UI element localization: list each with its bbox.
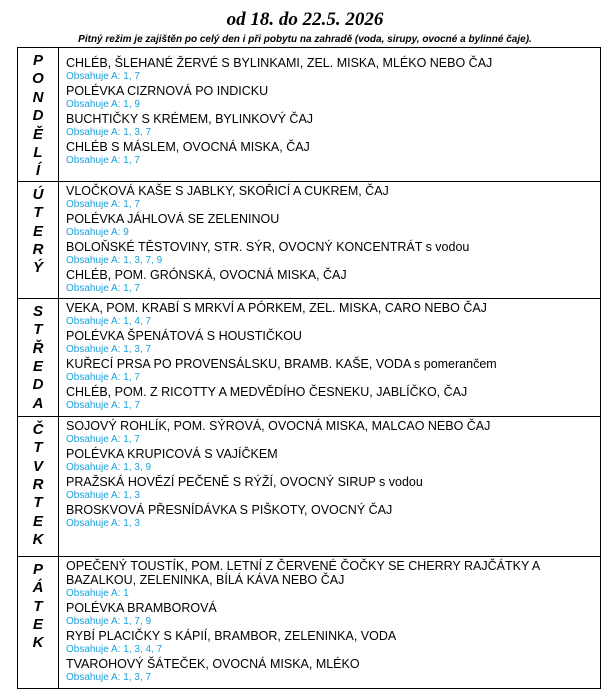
day-name-cell	[18, 298, 59, 416]
allergens-text: Obsahuje A: 1, 7	[66, 282, 140, 294]
meal-name: CHLÉB, ŠLEHANÉ ŽERVÉ S BYLINKAMI, ZEL. MISKA, MLÉKO NEBO ČAJ	[66, 56, 493, 70]
day-letter: R	[32, 241, 44, 259]
meal-item	[66, 559, 600, 601]
day-letter: V	[32, 457, 43, 475]
day-letter: T	[33, 494, 43, 512]
day-letter: A	[32, 394, 44, 412]
day-letter: P	[32, 560, 43, 578]
meal-item	[66, 212, 600, 240]
meal-name: POLÉVKA KRUPICOVÁ S VAJÍČKEM	[66, 446, 278, 461]
day-row	[18, 298, 601, 416]
day-row	[18, 556, 601, 688]
menu-title: od 18. do 22.5. 2026	[226, 9, 384, 30]
day-name-cell	[18, 48, 59, 182]
meal-name: BROSKVOVÁ PŘESNÍDÁVKA S PIŠKOTY, OVOCNÝ ČAJ	[66, 502, 393, 517]
allergens-text: Obsahuje A: 1, 3, 7	[66, 127, 152, 138]
allergens-text: Obsahuje A: 1, 7	[66, 371, 140, 383]
day-name-cell	[18, 556, 59, 688]
meal-name: OPEČENÝ TOUSTÍK, POM. LETNÍ Z ČERVENÉ ČOČKY SE CHERRY RAJČÁTKY A BAZALKOU, ZELENINKA, BÍLÁ KÁVA NEBO ČAJ	[66, 558, 540, 587]
day-letter: Á	[32, 579, 44, 597]
day-letter: S	[32, 302, 43, 320]
meals-cell	[59, 181, 601, 298]
day-letter: E	[32, 512, 43, 530]
meal-item	[66, 629, 600, 657]
meal-item	[66, 240, 600, 268]
day-letter: P	[32, 52, 43, 69]
meal-item	[66, 447, 600, 475]
day-letter: E	[32, 222, 43, 240]
meal-item	[66, 601, 600, 629]
meal-name: VEKA, POM. KRABÍ S MRKVÍ A PÓRKEM, ZEL. MISKA, CARO NEBO ČAJ	[66, 300, 487, 315]
meal-name: BOLOŇSKÉ TĚSTOVINY, STR. SÝR, OVOCNÝ KONCENTRÁT s vodou	[66, 239, 470, 254]
day-letter: Ř	[32, 339, 44, 357]
allergens-text: Obsahuje A: 1, 7	[66, 433, 140, 445]
meal-name: POLÉVKA CIZRNOVÁ PO INDICKU	[66, 84, 269, 98]
day-letter: D	[32, 107, 44, 125]
meals-cell	[59, 416, 601, 556]
day-name-cell	[18, 416, 59, 556]
allergens-text: Obsahuje A: 1, 3, 7, 9	[66, 254, 163, 266]
meal-item	[66, 419, 600, 447]
meal-name: RYBÍ PLACIČKY S KÁPIÍ, BRAMBOR, ZELENINKA, VODA	[66, 628, 397, 643]
allergens-text: Obsahuje A: 1, 7	[66, 198, 140, 210]
day-letter: K	[32, 531, 44, 549]
meal-name: VLOČKOVÁ KAŠE S JABLKY, SKOŘICÍ A CUKREM, ČAJ	[66, 183, 389, 198]
meals-cell	[59, 48, 601, 182]
day-letter: Ú	[32, 185, 44, 203]
meal-item	[66, 329, 600, 357]
day-letter: Ě	[32, 125, 43, 143]
day-row	[18, 416, 601, 556]
weekly-menu-table	[17, 47, 601, 689]
day-letter: L	[33, 144, 43, 162]
allergens-text: Obsahuje A: 1, 7, 9	[66, 615, 152, 627]
meal-name: CHLÉB, POM. Z RICOTTY A MEDVĚDÍHO ČESNEKU, JABLÍČKO, ČAJ	[66, 384, 468, 399]
day-letter: E	[32, 616, 43, 634]
day-letter: R	[32, 476, 44, 494]
allergens-text: Obsahuje A: 1, 3, 4, 7	[66, 643, 163, 655]
meal-name: POLÉVKA ŠPENÁTOVÁ S HOUSTIČKOU	[66, 328, 302, 343]
meal-item	[66, 140, 600, 168]
allergens-text: Obsahuje A: 1	[66, 587, 129, 599]
meal-name: POLÉVKA JÁHLOVÁ SE ZELENINOU	[66, 211, 280, 226]
meals-cell	[59, 298, 601, 416]
allergens-text: Obsahuje A: 1, 7	[66, 399, 140, 411]
meal-name: BUCHTIČKY S KRÉMEM, BYLINKOVÝ ČAJ	[66, 112, 314, 126]
allergens-text: Obsahuje A: 1, 3, 7	[66, 671, 152, 683]
day-letter: O	[32, 70, 44, 88]
day-name-vertical	[18, 557, 58, 653]
meal-name: SOJOVÝ ROHLÍK, POM. SÝROVÁ, OVOCNÁ MISKA, MALCAO NEBO ČAJ	[66, 418, 491, 433]
meal-item	[66, 112, 600, 140]
meal-item	[66, 268, 600, 296]
meal-item	[66, 357, 600, 385]
allergens-text: Obsahuje A: 1, 3, 7	[66, 343, 152, 355]
day-letter: N	[32, 88, 44, 106]
meal-name: TVAROHOVÝ ŠÁTEČEK, OVOCNÁ MISKA, MLÉKO	[66, 656, 360, 671]
allergens-text: Obsahuje A: 1, 3, 9	[66, 461, 152, 473]
allergens-text: Obsahuje A: 1, 4, 7	[66, 315, 152, 327]
day-name-cell	[18, 181, 59, 298]
meals-cell	[59, 556, 601, 688]
day-name-vertical	[18, 299, 58, 413]
day-letter: D	[32, 376, 44, 394]
meal-item	[66, 503, 600, 531]
meal-item	[66, 657, 600, 685]
meal-item	[66, 56, 600, 84]
day-letter: T	[33, 204, 43, 222]
meal-name: CHLÉB S MÁSLEM, OVOCNÁ MISKA, ČAJ	[66, 140, 310, 154]
meal-name: POLÉVKA BRAMBOROVÁ	[66, 600, 217, 615]
day-row	[18, 48, 601, 182]
day-name-vertical	[18, 417, 58, 550]
day-letter: T	[33, 597, 43, 615]
day-letter: T	[33, 439, 43, 457]
meal-item	[66, 184, 600, 212]
allergens-text: Obsahuje A: 1, 9	[66, 99, 140, 110]
allergens-text: Obsahuje A: 1, 7	[66, 155, 140, 166]
meal-name: CHLÉB, POM. GRÓNSKÁ, OVOCNÁ MISKA, ČAJ	[66, 267, 347, 282]
meal-item	[66, 301, 600, 329]
allergens-text: Obsahuje A: 1, 7	[66, 71, 140, 82]
meal-item	[66, 475, 600, 503]
meal-name: KUŘECÍ PRSA PO PROVENSÁLSKU, BRAMB. KAŠE, VODA s pomerančem	[66, 356, 497, 371]
day-name-vertical	[18, 182, 58, 278]
day-letter: T	[33, 321, 43, 339]
day-letter: K	[32, 634, 44, 652]
meal-item	[66, 84, 600, 112]
allergens-text: Obsahuje A: 1, 3	[66, 517, 140, 529]
meal-item	[66, 385, 600, 413]
day-name-vertical	[18, 48, 58, 181]
day-letter: Ý	[32, 259, 43, 277]
day-letter: Í	[35, 162, 41, 180]
day-letter: Č	[32, 420, 44, 438]
day-letter: E	[32, 358, 43, 376]
meal-name: PRAŽSKÁ HOVĚZÍ PEČENĚ S RÝŽÍ, OVOCNÝ SIRUP s vodou	[66, 474, 423, 489]
day-row	[18, 181, 601, 298]
allergens-text: Obsahuje A: 1, 3	[66, 489, 140, 501]
drinking-regime-note: Pitný režim je zajištěn po celý den i při pobytu na zahradě (voda, sirupy, ovocné a bylinné čaje).	[78, 34, 532, 45]
allergens-text: Obsahuje A: 9	[66, 226, 129, 238]
